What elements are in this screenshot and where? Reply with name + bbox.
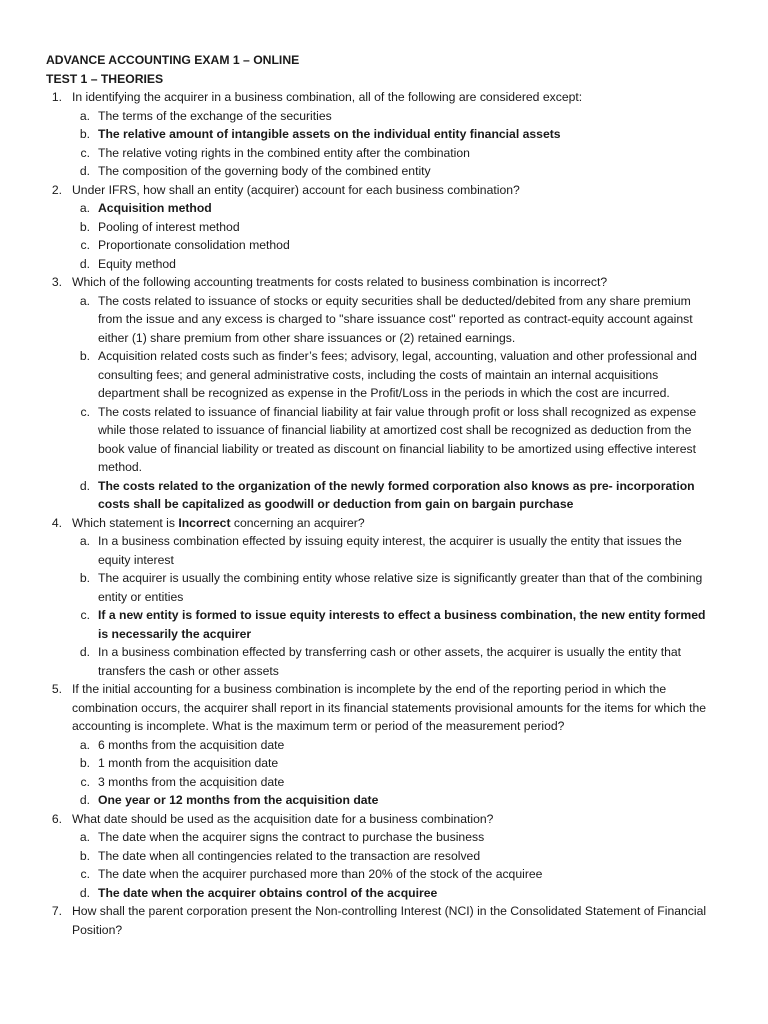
option-letter: a. — [79, 534, 90, 548]
option-letter: d. — [79, 645, 90, 659]
answer-option — [72, 847, 716, 866]
answer-option — [72, 107, 716, 126]
question-emphasis: Incorrect — [178, 515, 231, 530]
answer-option — [72, 255, 716, 274]
answer-option — [72, 884, 716, 903]
answer-options — [72, 828, 716, 902]
answer-options — [72, 107, 716, 181]
option-text-answer: Acquisition method — [98, 201, 212, 215]
answer-option — [72, 736, 716, 755]
question-1 — [46, 88, 716, 181]
answer-option — [72, 347, 716, 403]
question-list — [46, 88, 716, 939]
question-7 — [46, 902, 716, 939]
option-text: The relative voting rights in the combined entity after the combination — [98, 145, 470, 160]
option-text: Pooling of interest method — [98, 219, 240, 234]
question-text: Under IFRS, how shall an entity (acquirer) account for each business combination? — [72, 182, 520, 197]
option-text-answer: If a new entity is formed to issue equity interests to effect a business combination, the new entity formed is necessarily the acquirer — [98, 608, 706, 641]
answer-option — [72, 218, 716, 237]
question-number: 4. — [51, 515, 62, 530]
question-text: In identifying the acquirer in a business combination, all of the following are considered except: — [72, 90, 583, 104]
option-letter: a. — [79, 737, 90, 752]
question-2 — [46, 181, 716, 274]
answer-options — [72, 736, 716, 810]
option-text: The date when the acquirer purchased more than 20% of the stock of the acquiree — [98, 867, 543, 881]
option-letter: b. — [79, 349, 90, 363]
question-number: 3. — [51, 275, 62, 289]
answer-option — [72, 199, 716, 218]
option-text: The costs related to issuance of stocks or equity securities shall be deducted/debited from any share premium from the issue and any excess is charged to "share issuance cost" reported as contract-equity account against either (1) share premium from other share issuances or (2) retained earnings. — [98, 293, 693, 345]
exam-document — [46, 51, 716, 939]
answer-options — [72, 292, 716, 514]
question-number: 5. — [51, 682, 62, 696]
option-text: The date when the acquirer signs the contract to purchase the business — [98, 830, 485, 844]
answer-option — [72, 569, 716, 606]
option-text: Proportionate consolidation method — [98, 238, 290, 252]
answer-option — [72, 791, 716, 810]
option-letter: a. — [79, 293, 90, 308]
option-letter: c. — [80, 867, 90, 881]
option-text: The date when all contingencies related to the transaction are resolved — [98, 848, 481, 863]
question-text: If the initial accounting for a business combination is incomplete by the end of the reporting period in which the combination occurs, the acquirer shall report in its financial statements provisional amounts for the items for which the accounting is incomplete. What is the maximum term or period of the measurement period? — [72, 682, 707, 733]
option-letter: d. — [79, 478, 90, 493]
option-text: The composition of the governing body of the combined entity — [98, 164, 431, 178]
option-letter: b. — [79, 571, 90, 585]
option-letter: a. — [79, 108, 90, 123]
option-letter: c. — [80, 774, 90, 789]
answer-options — [72, 532, 716, 680]
option-letter: d. — [79, 793, 90, 807]
answer-option — [72, 643, 716, 680]
option-letter: c. — [80, 238, 90, 252]
option-letter: b. — [79, 756, 90, 770]
option-text-answer: One year or 12 months from the acquisition date — [98, 793, 379, 807]
option-text: 6 months from the acquisition date — [98, 737, 285, 752]
section-heading: TEST 1 – THEORIES — [46, 71, 164, 86]
question-text-part: concerning an acquirer? — [230, 515, 365, 530]
option-letter: b. — [79, 127, 90, 141]
option-letter: d. — [79, 256, 90, 271]
document-title: ADVANCE ACCOUNTING EXAM 1 – ONLINE — [46, 53, 300, 67]
question-number: 1. — [51, 90, 62, 104]
option-text: The acquirer is usually the combining entity whose relative size is significantly greater than that of the combining entity or entities — [98, 571, 703, 604]
answer-option — [72, 403, 716, 477]
question-5 — [46, 680, 716, 810]
option-text: 3 months from the acquisition date — [98, 774, 285, 789]
answer-option — [72, 865, 716, 884]
option-text: In a business combination effected by issuing equity interest, the acquirer is usually the entity that issues the equity interest — [98, 534, 682, 567]
option-letter: b. — [79, 219, 90, 234]
question-text: How shall the parent corporation present the Non-controlling Interest (NCI) in the Consolidated Statement of Financial Position? — [72, 904, 707, 937]
option-letter: d. — [79, 164, 90, 178]
answer-option — [72, 828, 716, 847]
option-text: Equity method — [98, 256, 176, 271]
option-letter: a. — [79, 201, 90, 215]
question-text: Which of the following accounting treatments for costs related to business combination is incorrect? — [72, 275, 608, 289]
answer-option — [72, 773, 716, 792]
question-text: What date should be used as the acquisition date for a business combination? — [72, 811, 494, 826]
option-text-answer: The relative amount of intangible assets on the individual entity financial assets — [98, 127, 561, 141]
option-text: In a business combination effected by transferring cash or other assets, the acquirer is usually the entity that transfers the cash or other assets — [98, 645, 682, 678]
question-number: 2. — [51, 182, 62, 197]
question-text — [72, 514, 716, 533]
answer-option — [72, 477, 716, 514]
option-text: The terms of the exchange of the securities — [98, 108, 332, 123]
option-text-answer: The date when the acquirer obtains control of the acquiree — [98, 885, 438, 900]
option-text: The costs related to issuance of financial liability at fair value through profit or loss shall recognized as expense while those related to issuance of financial liability at amortized cost shall be recognized as deduction from the book value of financial liability or treated as discount on financial liability to be amortized using effective interest method. — [98, 404, 697, 474]
question-number: 7. — [51, 904, 62, 918]
question-6 — [46, 810, 716, 903]
option-text-answer: The costs related to the organization of the newly formed corporation also knows as pre- incorporation costs shall be capitalized as goodwill or deduction from gain on bargain purchase — [98, 478, 695, 511]
answer-option — [72, 236, 716, 255]
option-letter: a. — [79, 830, 90, 844]
option-letter: c. — [80, 608, 90, 622]
answer-option — [72, 292, 716, 348]
option-letter: d. — [79, 885, 90, 900]
option-text: Acquisition related costs such as finder’s fees; advisory, legal, accounting, valuation and other professional and consulting fees; and general administrative costs, including the costs of maintain an internal acquisitions department shall be recognized as expense in the Profit/Loss in the periods in which the cost are incurred. — [98, 349, 697, 400]
question-number: 6. — [51, 811, 62, 826]
answer-option — [72, 606, 716, 643]
question-4 — [46, 514, 716, 681]
question-3 — [46, 273, 716, 514]
answer-option — [72, 754, 716, 773]
option-letter: c. — [80, 404, 90, 419]
answer-option — [72, 144, 716, 163]
answer-option — [72, 125, 716, 144]
option-text: 1 month from the acquisition date — [98, 756, 279, 770]
answer-options — [72, 199, 716, 273]
question-text-part: Which statement is — [72, 515, 179, 530]
answer-option — [72, 162, 716, 181]
option-letter: c. — [80, 145, 90, 160]
option-letter: b. — [79, 848, 90, 863]
answer-option — [72, 532, 716, 569]
